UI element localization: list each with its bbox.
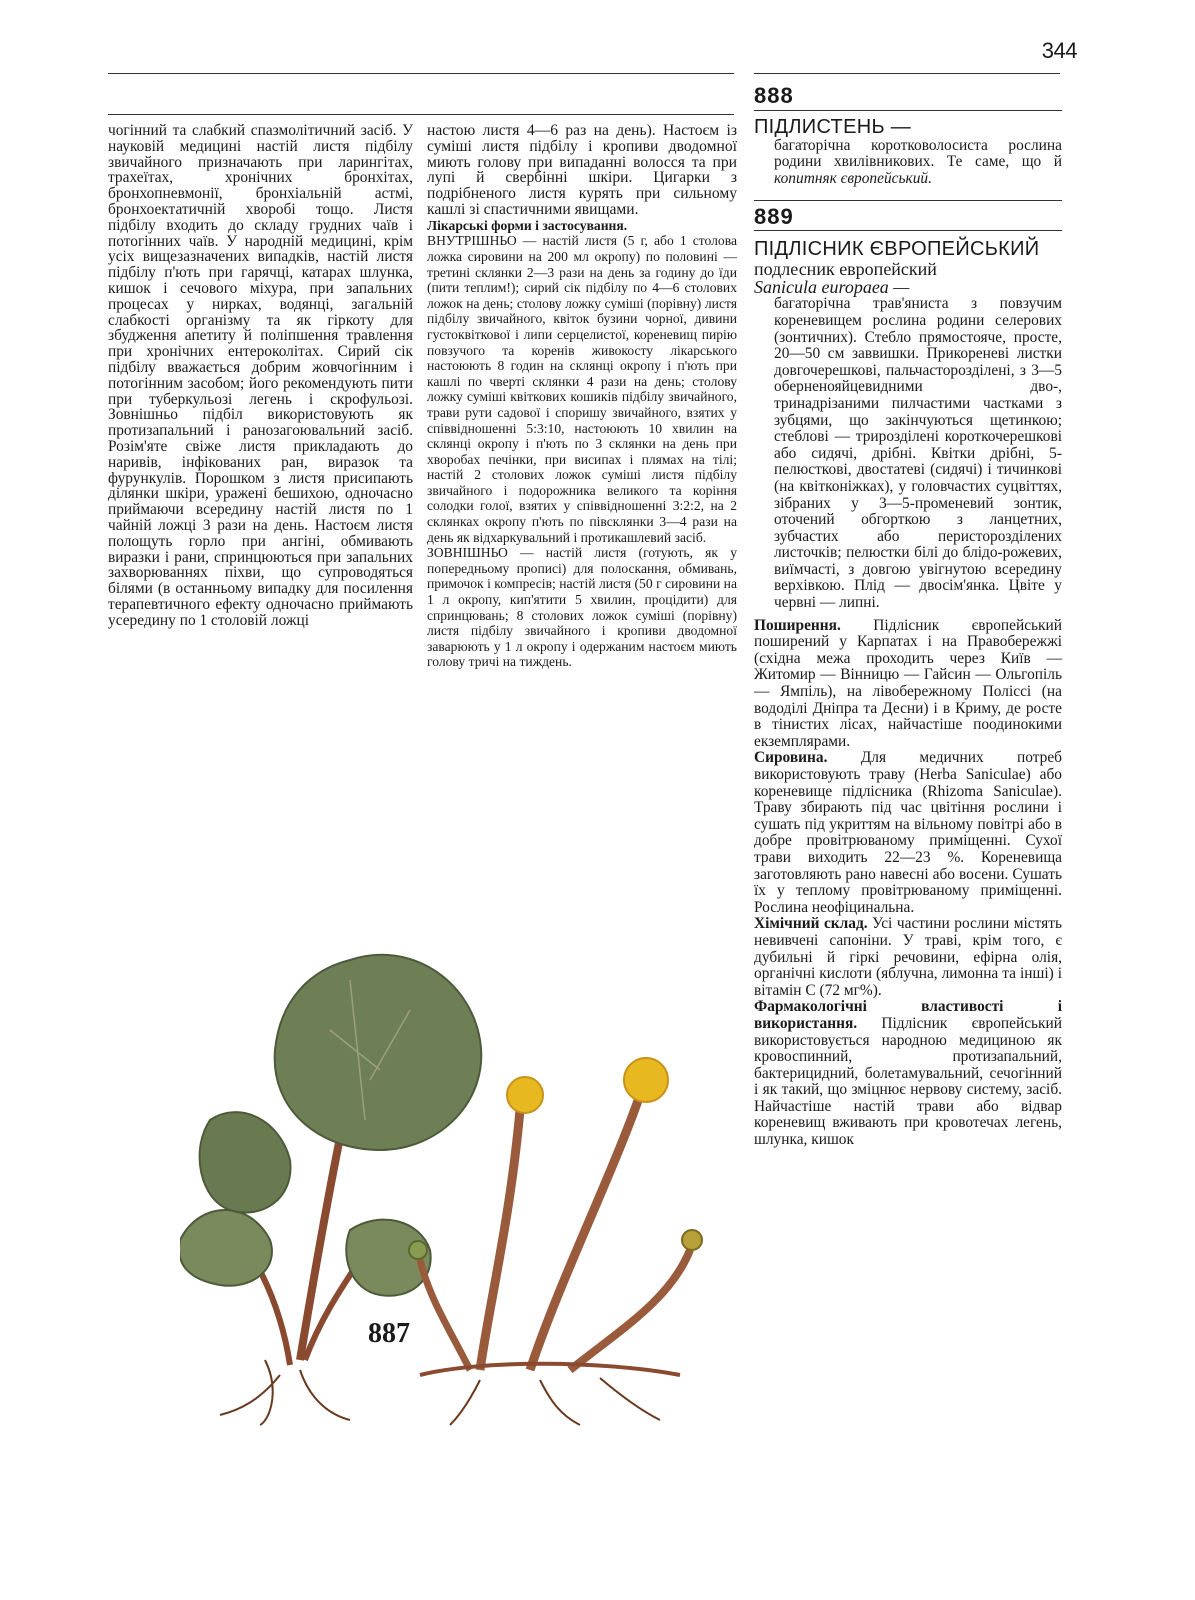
entry-889-name: ПІДЛІСНИК ЄВРОПЕЙСЬКИЙ <box>754 238 1040 261</box>
pharmacology-text: Підлісник європейський використовується народною медициною як кровоспинний, протизапальний, бактерицидний, болетамувальний, сечогінний і як такий, що зміцнює нервову систему, засіб. Найчастіше настій трави або відвар кореневищ вживають при кровотечах легень, шлунка, кишок <box>754 1014 1062 1149</box>
entry-888-description <box>754 138 1062 188</box>
chemical-text: Усі частини рослини містять невивчені сапоніни. У траві, крім того, є дубильні й гіркі речовини, ефірна олія, органічні кислоти (яблучна, лимонна та інші) і вітамін С (72 мг%). <box>754 915 1062 999</box>
entry-888-text: багаторічна коротковолосиста рослина родини хвилівникових. Те саме, що й <box>774 136 1062 171</box>
raw-material-title: Сировина. <box>754 749 828 767</box>
external-label: ЗОВНІШНЬО <box>427 545 508 561</box>
forms-heading: Лікарські форми і застосування. <box>427 217 628 233</box>
entry-889-rule <box>754 230 1062 231</box>
header-rule-right <box>754 73 1060 74</box>
entry-888-bottom-rule <box>754 200 1062 201</box>
header-rule-left <box>108 73 734 74</box>
entry-889-russian-name: подлесник европейский <box>754 259 937 280</box>
pharmacology-title: Фармакологічні властивості і використання. <box>754 998 1062 1032</box>
raw-material-text: Для медичних потреб використовують траву (Herba Saniculae) або кореневище підлісника (Rhizoma Saniculae). Траву збирають під час цвітіння рослини і сушать під укриттям на вільному повітрі або в добре провітрюваному приміщенні. Сухої трави виходить 22—23 %. Кореневища заготовляють рано навесні або восени. Сушать їх у теплому провітрюваному приміщенні. Рослина неофіцинальна. <box>754 749 1062 916</box>
entry-889-spread <box>754 618 1062 1149</box>
column-1-text: чогінний та слабкий спазмолітичний засіб. У науковій медицині настій листя підбілу звичайного призначають при ларингітах, трахеїтах, хронічних бронхітах, бронхопневмонії, бронхіальній астмі, бронхоектатичній хворобі тощо. Листя підбілу входить до складу грудних чаїв і потогінних чаїв. У народній медицині, крім усіх вищезазначених випадків, настій листя підбілу п'ють при гарячці, катарах шлунка, кишок і сечового міхура, при запальних процесах у нирках, водянці, загальній слабкості організму та як гіркоту для збудження апетиту й поліпшення травлення при хронічних ентероколітах. Сирий сік підбілу вважається добрим жовчогінним і потогінним засобом; його рекомендують пити при туберкульозі легень і скрофульозі. Зовнішньо підбіл використовують як протизапальний і ранозагоювальний засіб. Розім'яте свіже листя прикладають до наривів, інфікованих ран, виразок та фурункулів. Порошком з листя присипають ділянки шкіри, уражені бешихою, одночасно приймаючи всередину настій листя по 1 чайній ложці 3 рази на день. Настоєм листя полощуть горло при ангіні, обмивають виразки і рани, спринцюються при запальних захворюваннях піхви, що супроводяться білями (в останньому випадку для посилення терапевтичного ефекту одночасно приймають усередину по 1 столовій ложці <box>108 122 413 629</box>
page-number: 344 <box>1041 38 1077 63</box>
internal-label: ВНУТРІШНЬО <box>427 233 517 249</box>
spread-title: Поширення. <box>754 616 841 634</box>
entry-number-888: 888 <box>754 83 794 108</box>
internal-text: — настій листя (5 г, або 1 столова ложка сировини на 200 мл окропу) по половині — третині склянки 2—3 рази на день за годину до їди (пити теплим!); сирий сік підбілу по 4—6 столових ложок на день; столову ложку суміші (порівну) листя підбілу звичайного, квіток бузини чорної, дивини густоквіткової і липи серцелистої, кореневищ пирію повзучого та коренів живокосту лікарського настоюють 8 годин на склянці окропу і п'ють при кашлі по чверті склянки 4 рази на день; столову ложку суміші квіткових кошиків підбілу звичайного, трави рути садової і споришу звичайного, взятих у співвідношенні 5:3:10, настоюють 10 хвилин на склянці окропу і п'ють по 3 склянки на день при хворобах печінки, при висипах і плямах на тілі; настій 2 столових ложок суміші листя підбілу звичайного і подорожника великого та коріння солодки голої, взятих у співвідношенні 3:2:2, на 2 склянках окропу п'ють по півсклянки 3—4 рази на день як відхаркувальний і протикашлевий засіб. <box>427 233 737 545</box>
coltsfoot-illustration <box>180 920 740 1430</box>
entry-888-rule <box>754 110 1062 111</box>
spread-text: Підлісник європейський поширений у Карпатах і на Правобережжі (східна межа проходить через Київ — Житомир — Вінницю — Гайсин — Ольгопіль— Ямпіль), на лівобережному Поліссі (на вододілі Дніпра та Десни) і в Криму, де росте в тінистих лісах, найчастіше поодинокими екземплярами. <box>754 616 1062 750</box>
entry-number-889: 889 <box>754 203 794 229</box>
chemical-title: Хімічний склад. <box>754 915 868 933</box>
external-text: — настій листя (готують, як у попередньому прописі) для полоскання, обмивань, примочок і компресів; настій листя (50 г сировини на 1 л окропу, кип'ятити 5 хвилин, процідити) для спринцювань; 8 столових ложок суміші (порівну) листя підбілу звичайного і кропиви дводомної заварюють у 1 л окропу і одержаним настоєм миють голову тричі на тиждень. <box>427 545 737 670</box>
entry-888-ref: копитняк європейський. <box>774 169 932 187</box>
entry-889-latin-name: Sanicula europaea — <box>754 277 910 298</box>
text-column-3 <box>754 80 1062 1149</box>
text-column-1 <box>108 123 413 629</box>
leaves-plant <box>180 955 481 1425</box>
entry-888-name: ПІДЛИСТЕНЬ — <box>754 115 912 138</box>
column-top-rule <box>108 114 734 115</box>
text-column-2 <box>427 123 737 670</box>
entry-889-description: багаторічна трав'яниста з повзучим кореневищем рослина родини селерових (зонтичних). Стебло прямостояче, просте, 20—50 см заввишки. Прикореневі листки довгочерешкові, пальчасторозділені, з 3—5 оберненояйцевидними дво-, тринадрізаними пилчастими частками з зубцями, що закінчуються щетинкою; стеблові — трирозділені короткочерешкові або сидячі, дрібні. Квітки дрібні, 5-пелюсткові, двостатеві (сидячі) і тичинкові (на квітконіжках), у головчастих суцвіттях, зібраних у 3—5-променевий зонтик, оточений обгорткою з ланцетних, зубчастих або перисторозділених листочків; пелюстки білі до блідо-рожевих, виїмчасті, з довгою увігнутою всередину верхівкою. Плід — двосім'янка. Цвіте у червні — липні. <box>774 295 1062 612</box>
plate-number-label: 887 <box>368 1318 410 1349</box>
column-2-lead: настою листя 4—6 раз на день). Настоєм із суміші листя підбілу і кропиви дводомної миють голову при випаданні волосся та при лупі й свербінні шкіри. Цигарки з подрібненого листя курять при сильному кашлі зі спастичними явищами. <box>427 122 737 218</box>
